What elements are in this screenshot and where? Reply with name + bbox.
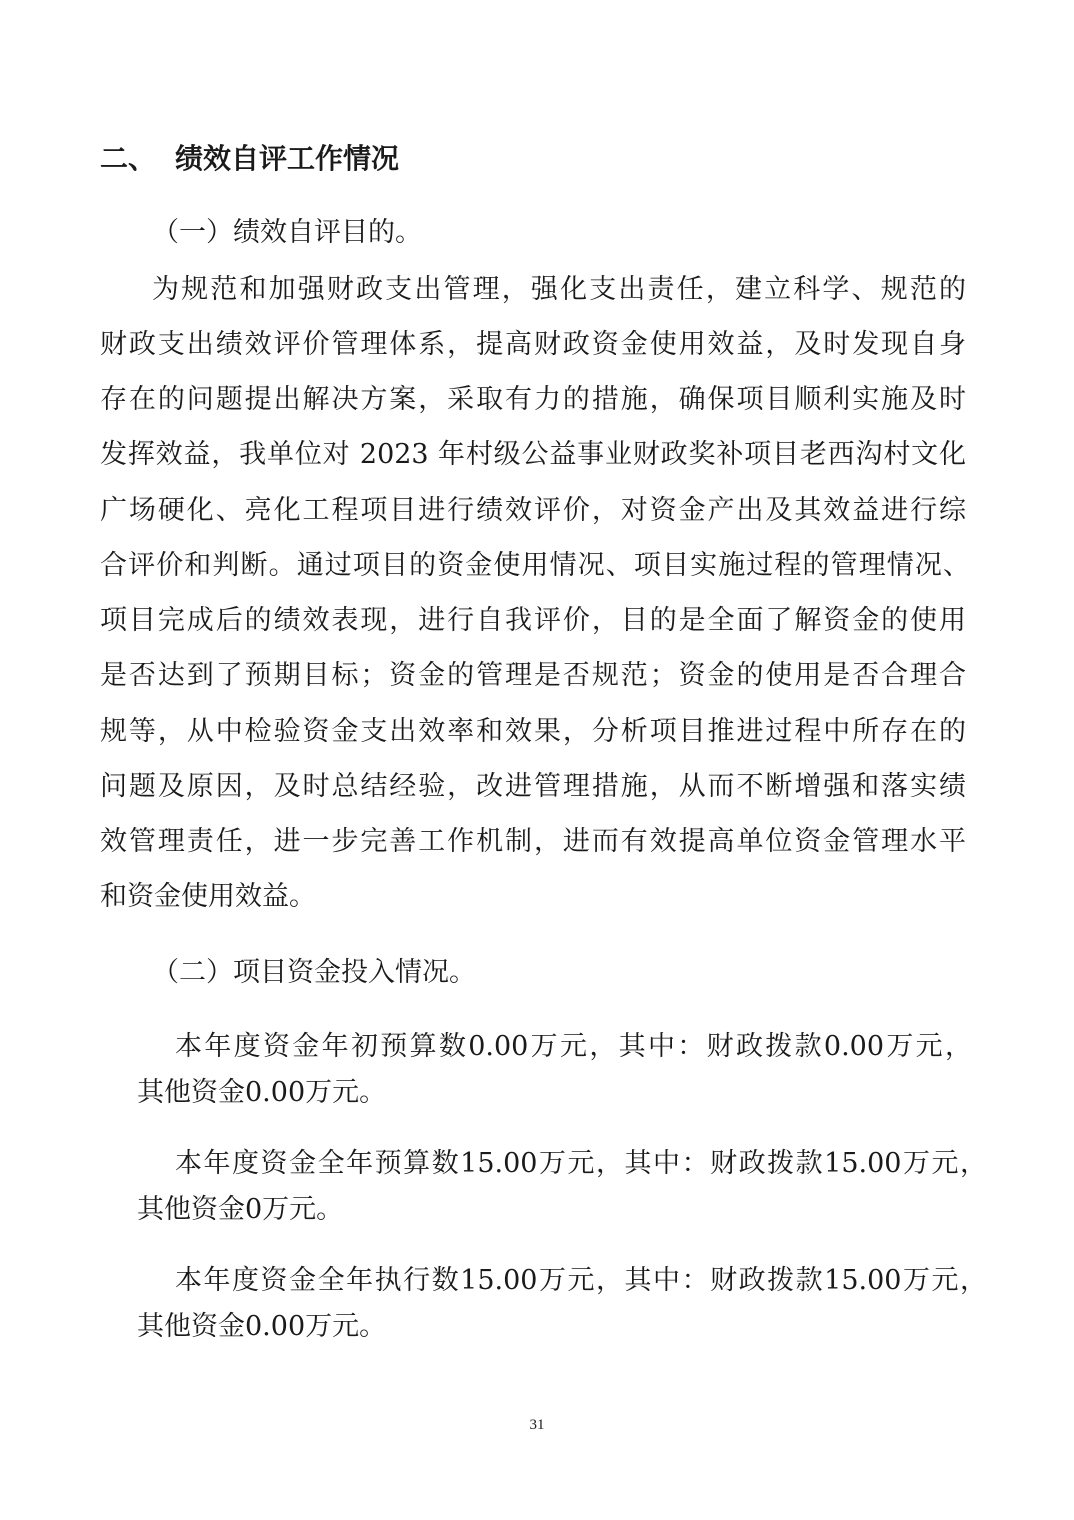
paragraph-line: 项目完成后的绩效表现，进行自我评价，目的是全面了解资金的使用	[100, 605, 966, 636]
subsection-title: （二）项目资金投入情况。	[152, 957, 476, 988]
paragraph-line: 为规范和加强财政支出管理，强化支出责任，建立科学、规范的	[152, 274, 966, 305]
funding-line: 本年度资金年初预算数0.00万元，其中：财政拨款0.00万元，	[175, 1031, 972, 1062]
funding-line: 其他资金0万元。	[137, 1194, 344, 1225]
paragraph-line: 存在的问题提出解决方案，采取有力的措施，确保项目顺利实施及时	[100, 384, 966, 415]
paragraph-line: 财政支出绩效评价管理体系，提高财政资金使用效益，及时发现自身	[100, 329, 966, 360]
paragraph-line: 规等，从中检验资金支出效率和效果，分析项目推进过程中所存在的	[100, 716, 966, 747]
funding-line: 本年度资金全年预算数15.00万元，其中：财政拨款15.00万元，	[175, 1148, 987, 1179]
paragraph-line: 发挥效益，我单位对 2023 年村级公益事业财政奖补项目老西沟村文化	[100, 439, 966, 470]
page-number: 31	[529, 1417, 545, 1433]
paragraph-line: 合评价和判断。通过项目的资金使用情况、项目实施过程的管理情况、	[100, 550, 970, 581]
paragraph-line: 广场硬化、亮化工程项目进行绩效评价，对资金产出及其效益进行综	[100, 495, 966, 526]
funding-line: 其他资金0.00万元。	[137, 1311, 387, 1342]
paragraph-line: 效管理责任，进一步完善工作机制，进而有效提高单位资金管理水平	[100, 826, 966, 857]
section-title: 绩效自评工作情况	[175, 142, 400, 175]
funding-line: 本年度资金全年执行数15.00万元，其中：财政拨款15.00万元，	[175, 1265, 987, 1296]
paragraph-line: 问题及原因，及时总结经验，改进管理措施，从而不断增强和落实绩	[100, 771, 966, 802]
paragraph-line: 是否达到了预期目标；资金的管理是否规范；资金的使用是否合理合	[100, 660, 966, 691]
paragraph-line: 和资金使用效益。	[100, 881, 316, 912]
section-number: 二、	[100, 142, 157, 175]
funding-line: 其他资金0.00万元。	[137, 1077, 387, 1108]
subsection-title: （一）绩效自评目的。	[152, 217, 422, 248]
